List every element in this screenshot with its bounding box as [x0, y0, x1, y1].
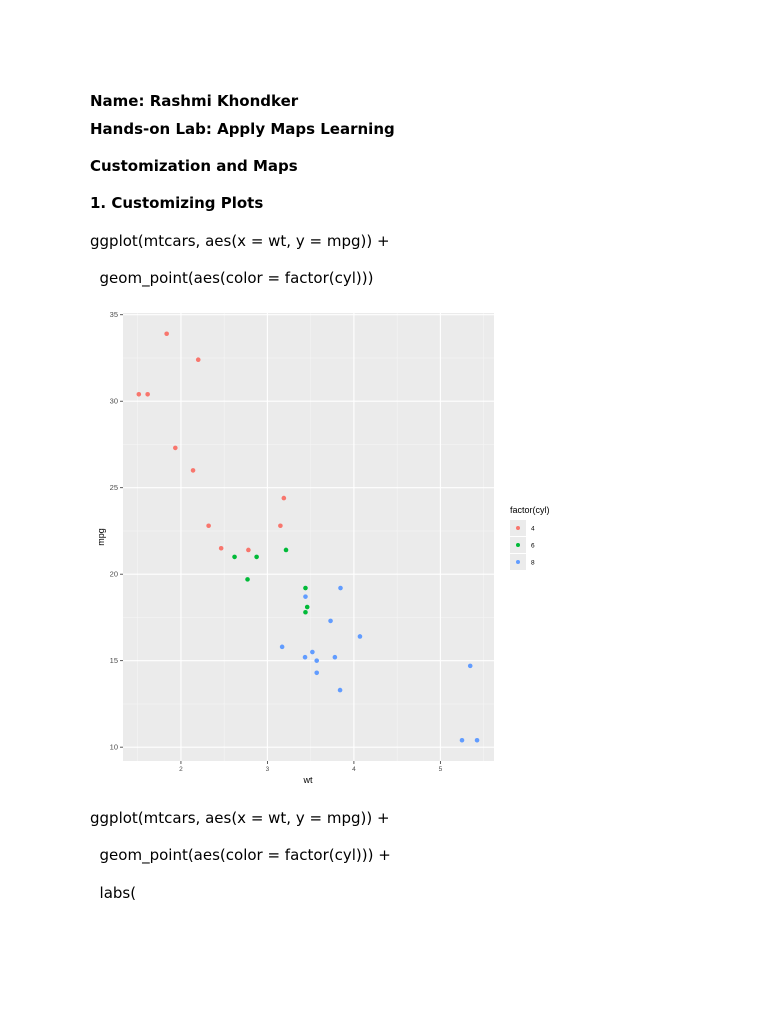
code-line: geom_point(aes(color = factor(cyl))) +: [90, 846, 391, 864]
x-tick-label: 4: [352, 766, 356, 773]
y-axis-label: mpg: [96, 528, 106, 546]
data-point-cyl-8: [460, 738, 465, 743]
data-point-cyl-4: [137, 392, 142, 397]
x-tick-label: 2: [179, 766, 183, 773]
data-point-cyl-6: [303, 610, 308, 615]
y-tick-label: 10: [109, 742, 118, 752]
data-point-cyl-6: [254, 555, 259, 560]
section-heading: Customization and Maps: [90, 157, 298, 175]
plot-panel: [123, 313, 494, 761]
x-tick-label: 5: [438, 766, 443, 773]
data-point-cyl-4: [282, 496, 287, 501]
x-tick-label: 3: [265, 766, 270, 773]
legend: [510, 505, 550, 570]
data-point-cyl-8: [358, 634, 363, 639]
y-tick-label: 25: [109, 483, 118, 493]
data-point-cyl-8: [314, 658, 319, 663]
author-name: Name: Rashmi Khondker: [90, 92, 299, 110]
code-line: ggplot(mtcars, aes(x = wt, y = mpg)) +: [90, 232, 390, 250]
data-point-cyl-8: [333, 655, 338, 660]
data-point-cyl-4: [164, 331, 169, 336]
legend-key-point: [516, 526, 520, 530]
legend-key-point: [516, 543, 520, 547]
x-axis-label: wt: [303, 775, 313, 785]
y-tick-label: 15: [109, 656, 118, 666]
data-point-cyl-6: [232, 555, 237, 560]
code-line: geom_point(aes(color = factor(cyl))): [90, 269, 374, 287]
data-point-cyl-8: [310, 650, 315, 655]
data-point-cyl-4: [219, 546, 224, 551]
code-line: ggplot(mtcars, aes(x = wt, y = mpg)) +: [90, 809, 390, 827]
data-point-cyl-8: [314, 670, 319, 675]
data-point-cyl-6: [303, 586, 308, 591]
lab-title: Hands-on Lab: Apply Maps Learning: [90, 120, 395, 138]
data-point-cyl-4: [191, 468, 196, 473]
y-tick-label: 30: [109, 396, 118, 406]
scatter-plot: [88, 305, 568, 790]
data-point-cyl-6: [284, 548, 289, 553]
legend-key-point: [516, 560, 520, 564]
data-point-cyl-8: [328, 619, 333, 624]
data-point-cyl-4: [246, 548, 251, 553]
data-point-cyl-8: [338, 586, 343, 591]
legend-label: 6: [531, 542, 535, 550]
data-point-cyl-6: [245, 577, 250, 582]
data-point-cyl-8: [303, 655, 308, 660]
data-point-cyl-8: [303, 594, 308, 599]
data-point-cyl-8: [280, 645, 285, 650]
data-point-cyl-4: [196, 357, 201, 362]
y-tick-label: 35: [109, 310, 118, 320]
legend-label: 4: [531, 525, 535, 533]
data-point-cyl-8: [468, 664, 473, 669]
legend-title: factor(cyl): [510, 505, 550, 515]
data-point-cyl-4: [145, 392, 150, 397]
data-point-cyl-4: [278, 523, 283, 528]
data-point-cyl-4: [206, 523, 211, 528]
subsection-heading: 1. Customizing Plots: [90, 194, 264, 212]
data-point-cyl-4: [173, 446, 178, 451]
data-point-cyl-8: [338, 688, 343, 693]
code-line: labs(: [90, 884, 137, 902]
y-tick-label: 20: [109, 569, 118, 579]
data-point-cyl-6: [305, 605, 310, 610]
data-point-cyl-8: [475, 738, 480, 743]
legend-label: 8: [531, 559, 535, 567]
